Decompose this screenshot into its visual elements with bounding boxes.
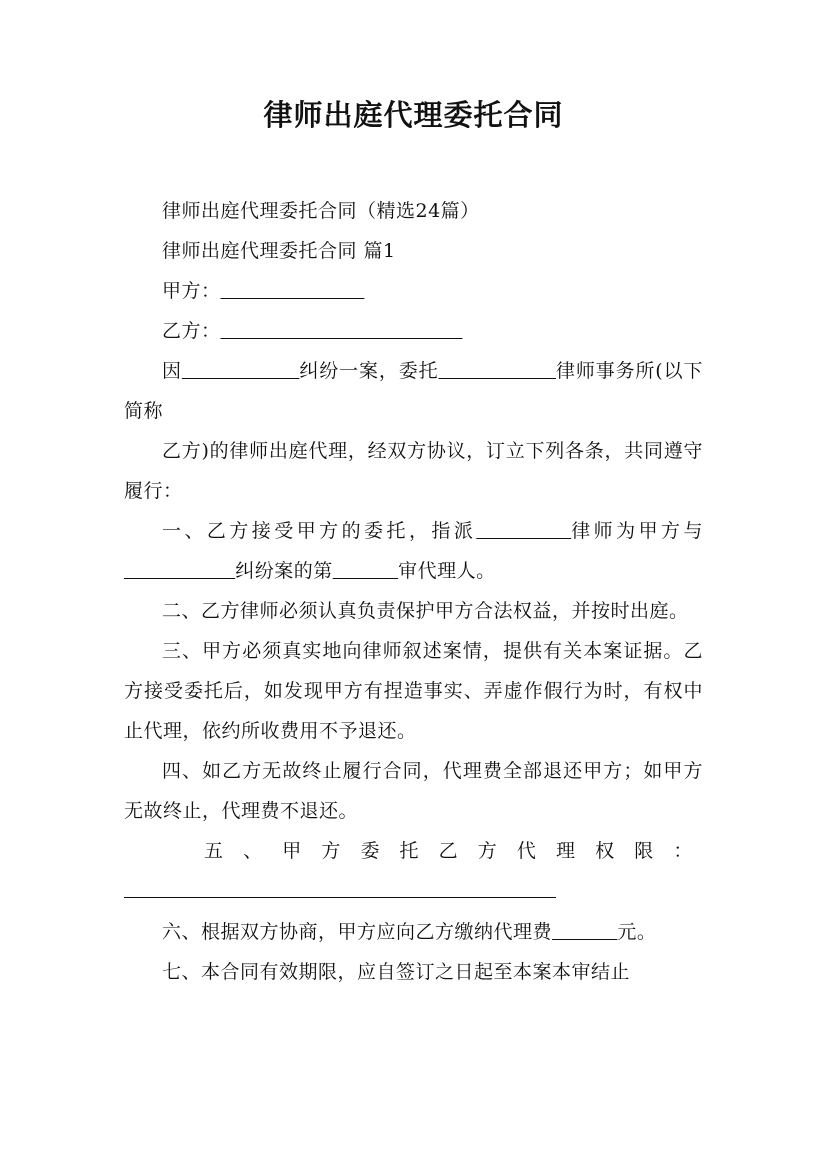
clause-6 [124,912,703,952]
clause5-char: 限 [634,839,654,862]
clause1-a: 一、乙方接受甲方的委托，指派 [162,519,477,542]
party-a-label: 甲方： [162,279,221,302]
clause5-char: 、 [243,839,263,862]
chapter-line: 律师出庭代理委托合同 篇1 [162,239,396,262]
clause1-c: 纠纷案的第 [235,559,333,582]
clause-4: 四、如乙方无故终止履行合同，代理费全部退还甲方；如甲方无故终止，代理费不退还。 [124,759,703,822]
subtitle-line: 律师出庭代理委托合同（精选24篇） [162,199,480,222]
clause1-d: 审代理人。 [398,559,496,582]
clause-2: 二、乙方律师必须认真负责保护甲方合法权益，并按时出庭。 [162,599,689,622]
clause5-char: 方 [321,839,341,862]
fee-blank [552,921,617,943]
intro-1b: 纠纷一案，委托 [299,359,439,382]
party-b-line [124,311,703,351]
clause5-char: 方 [477,839,498,862]
intro-paragraph-2: 乙方)的律师出庭代理，经双方协议，订立下列各条，共同遵守履行： [124,439,703,502]
party-b-blank [221,320,463,342]
clause6-a: 六、根据双方协商，甲方应向乙方缴纳代理费 [162,920,553,943]
clause5-char: 甲 [282,839,302,862]
document-body [124,191,703,992]
instance-blank [333,560,398,582]
dispute-blank [182,360,299,382]
clause5-char: 乙 [438,839,459,862]
intro-paragraph-1 [124,351,703,431]
opponent-blank [124,560,235,582]
intro-1c: 律师事务所(以下简称 [124,359,703,422]
party-b-label: 乙方： [162,319,221,342]
clause-7: 七、本合同有效期限，应自签订之日起至本案本审结止 [162,960,631,983]
clause5-char: 理 [555,839,576,862]
law-firm-blank [438,360,555,382]
clause-5 [124,831,703,871]
clause6-b: 元。 [617,920,657,943]
clause5-char: 五 [204,839,224,862]
lawyer-name-blank [476,520,571,542]
clause5-char: ： [673,839,693,862]
clause5-char: 权 [595,839,615,862]
clause-1 [124,511,703,591]
document-title: 律师出庭代理委托合同 [263,98,564,132]
clause-3: 三、甲方必须真实地向律师叙述案情，提供有关本案证据。乙方接受委托后，如发现甲方有捏造事实、弄虚作假行为时，有权中止代理，依约所收费用不予退还。 [124,639,703,742]
party-a-blank [221,280,365,302]
clause5-char: 委 [360,839,380,862]
intro-1a: 因 [162,359,182,382]
clause1-b: 律师为甲方与 [571,519,703,542]
authority-blank-line [124,871,556,898]
clause5-char: 代 [516,839,537,862]
party-a-line [124,271,703,311]
clause5-char: 托 [399,839,420,862]
